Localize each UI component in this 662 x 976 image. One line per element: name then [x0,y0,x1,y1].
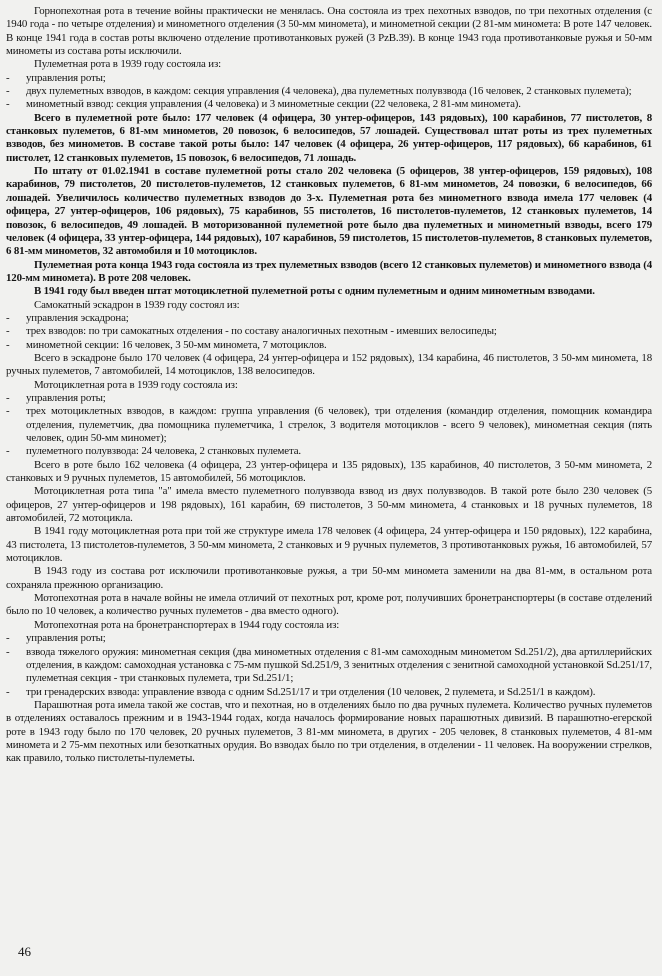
paragraph: Мотопехотная рота на бронетранспортерах в 1944 году состояла из: [34,618,340,631]
list-item: - взвода тяжелого оружия: минометная секция (два минометных отделения с 81-мм самоходным минометом Sd.251/2), два артиллерийских отделения, в каждом: самоходная установка с 75-мм пушкой Sd.251/9, 3 зенитных отделения с зенитной самоходной установкой Sd.251/17, пулеметная секция - три станковых пулемета, три Sd.251/1; [6,646,652,686]
body-text [6,5,652,766]
paragraph: Пулеметная рота в 1939 году состояла из: [34,58,221,71]
paragraph: В 1941 году мотоциклетная рота при той же структуре имела 178 человек (4 офицера, 24 унтер-офицера и 150 рядовых), 122 карабина, 43 пистолета, 13 пистолетов-пулеметов, 3 50-мм миномета, 2 станковых и 9 ручных пулеметов, 3 противотанковых ружья, 16 автомобилей, 57 мотоциклов. [6,525,652,565]
paragraph: Всего в эскадроне было 170 человек (4 офицера, 24 унтер-офицера и 152 рядовых), 134 карабина, 46 пистолетов, 3 50-мм миномета, 18 ручных пулеметов, 7 автомобилей, 14 мотоциклов, 138 велосипедов. [6,351,652,378]
list-item: - управления роты; [6,72,652,85]
paragraph: Пулеметная рота конца 1943 года состояла из трех пулеметных взводов (всего 12 станковых пулеметов) и минометного взвода (4 120-мм миномета). В роте 208 человек. [6,258,652,284]
list-item: - пулеметного полувзвода: 24 человека, 2 станковых пулемета. [6,445,652,458]
paragraph: Всего в роте было 162 человека (4 офицера, 23 унтер-офицера и 135 рядовых), 135 карабинов, 40 пистолетов, 3 50-мм миномета, 2 станковых и 9 ручных пулеметов, 15 автомобилей, 56 мотоциклов. [6,458,652,485]
list-item: - трех взводов: по три самокатных отделения - по составу аналогичных пехотным - имевших велосипеды; [6,325,652,338]
list-item: - минометный взвод: секция управления (4 человека) и 3 минометные секции (22 человека, 2 81-мм миномета). [6,98,652,111]
list-item: - трех мотоциклетных взводов, в каждом: группа управления (6 человек), три отделения (командир отделения, помощник командира отделения, пулеметчик, два помощника пулеметчика, 1 стрелок, 3 водителя мотоциклов - всего 9 человек), минометная секция (пять человек, один 50-мм миномет); [6,405,652,445]
paragraph: Парашютная рота имела такой же состав, что и пехотная, но в отделениях было по два ручных пулемета. Количество ручных пулеметов в отделениях оставалось прежним и в 1943-1944 годах, когда началось формирование новых парашютных дивизий. В парашютно-егерской роте в 1943 году было по 170 человек, 20 ручных пулеметов, 3 81-мм миномета, в других - 205 человек, 8 станковых пулеметов, 4 81-мм миномета и 2 75-мм пехотных или безоткатных орудия. Во взводах было по три отделения, в отделении - 11 человек. На вооружении стрелков, как правило, только пистолеты-пулеметы. [6,698,652,765]
paragraph: Мотоциклетная рота типа "а" имела вместо пулеметного полувзвода взвод из двух полувзводов. В такой роте было 230 человек (5 офицеров, 27 унтер-офицеров и 198 рядовых), 161 карабин, 69 пистолетов, 3 50-мм миномета, 4 станковых и 18 ручных пулеметов, 18 автомобилей, 72 мотоцикла. [6,485,652,525]
list-item: - управления роты; [6,632,652,645]
list-item: - двух пулеметных взводов, в каждом: секция управления (4 человека), два пулеметных полувзвода (16 человек, 2 станковых пулемета); [6,85,652,98]
paragraph: По штату от 01.02.1941 в составе пулеметной роты стало 202 человека (5 офицеров, 38 унтер-офицеров, 159 рядовых), 108 карабинов, 79 пистолетов, 20 пистолетов-пулеметов, 12 станковых пулеметов, 6 81-мм минометов, 24 повозки, 6 велосипедов, 66 лошадей. Увеличилось количество пулеметных взводов до 3-х. Пулеметная рота без минометного взвода имела 177 человек (4 офицера, 27 унтер-офицеров, 106 рядовых), 75 карабинов, 55 пистолетов, 16 пистолетов-пулеметов, 12 станковых пулеметов, 14 повозок, 6 велосипедов, 49 лошадей. В моторизованной пулеметной роте было два пулеметных и минометный взводы, всего 179 человек (4 офицера, 33 унтер-офицера, 144 рядовых), 107 карабинов, 59 пистолетов, 15 пистолетов-пулеметов, 8 станковых пулеметов, 6 81-мм минометов, 32 автомобиля и 10 мотоциклов. [6,165,652,258]
paragraph: Самокатный эскадрон в 1939 году состоял из: [34,298,240,311]
paragraph: Всего в пулеметной роте было: 177 человек (4 офицера, 30 унтер-офицеров, 143 рядовых), 100 карабинов, 77 пистолетов, 8 станковых пулеметов, 6 81-мм минометов, 20 повозок, 6 велосипедов, 57 лошадей. Существовал штат роты из трех пулеметных взводов, без минометов. В составе такой роты было: 147 человек (4 офицера, 26 унтер-офицеров, 117 рядовых), 66 карабинов, 61 пистолет, 12 станковых пулеметов, 15 повозок, 6 велосипедов, 71 лошадь. [6,111,652,164]
paragraph: Горнопехотная рота в течение войны практически не менялась. Она состояла из трех пехотных взводов, по три пехотных отделения (с 1940 года - по четыре отделения) и минометного отделения (3 50-мм миномета), и минометной секции (2 81-мм миномета: В роте 147 человек. В конце 1941 года в состав роты включено отделение противотанковых ружей (3 PzB.39). В конце 1943 года противотанковые ружья и 50-мм минометы из состава роты исключили. [6,5,652,58]
list-item: - минометной секции: 16 человек, 3 50-мм миномета, 7 мотоциклов. [6,339,652,352]
list-item: - три гренадерских взвода: управление взвода с одним Sd.251/17 и три отделения (10 человек, 2 пулемета, и Sd.251/1 в каждом). [6,686,652,699]
paragraph: Мотопехотная рота в начале войны не имела отличий от пехотных рот, кроме рот, получивших бронетранспортеры (в составе отделений было по 10 человек, а количество ручных пулеметов - два вместо одного). [6,592,652,618]
page-number: 46 [18,944,31,959]
paragraph: В 1941 году был введен штат мотоциклетной пулеметной роты с одним пулеметным и одним минометным взводами. [34,285,595,298]
list-item: - управления роты; [6,392,652,405]
paragraph: В 1943 году из состава рот исключили противотанковые ружья, а три 50-мм миномета заменили на два 81-мм, в остальном рота сохраняла прежнюю организацию. [6,565,652,591]
paragraph: Мотоциклетная рота в 1939 году состояла из: [34,378,238,391]
list-item: - управления эскадрона; [6,312,652,325]
